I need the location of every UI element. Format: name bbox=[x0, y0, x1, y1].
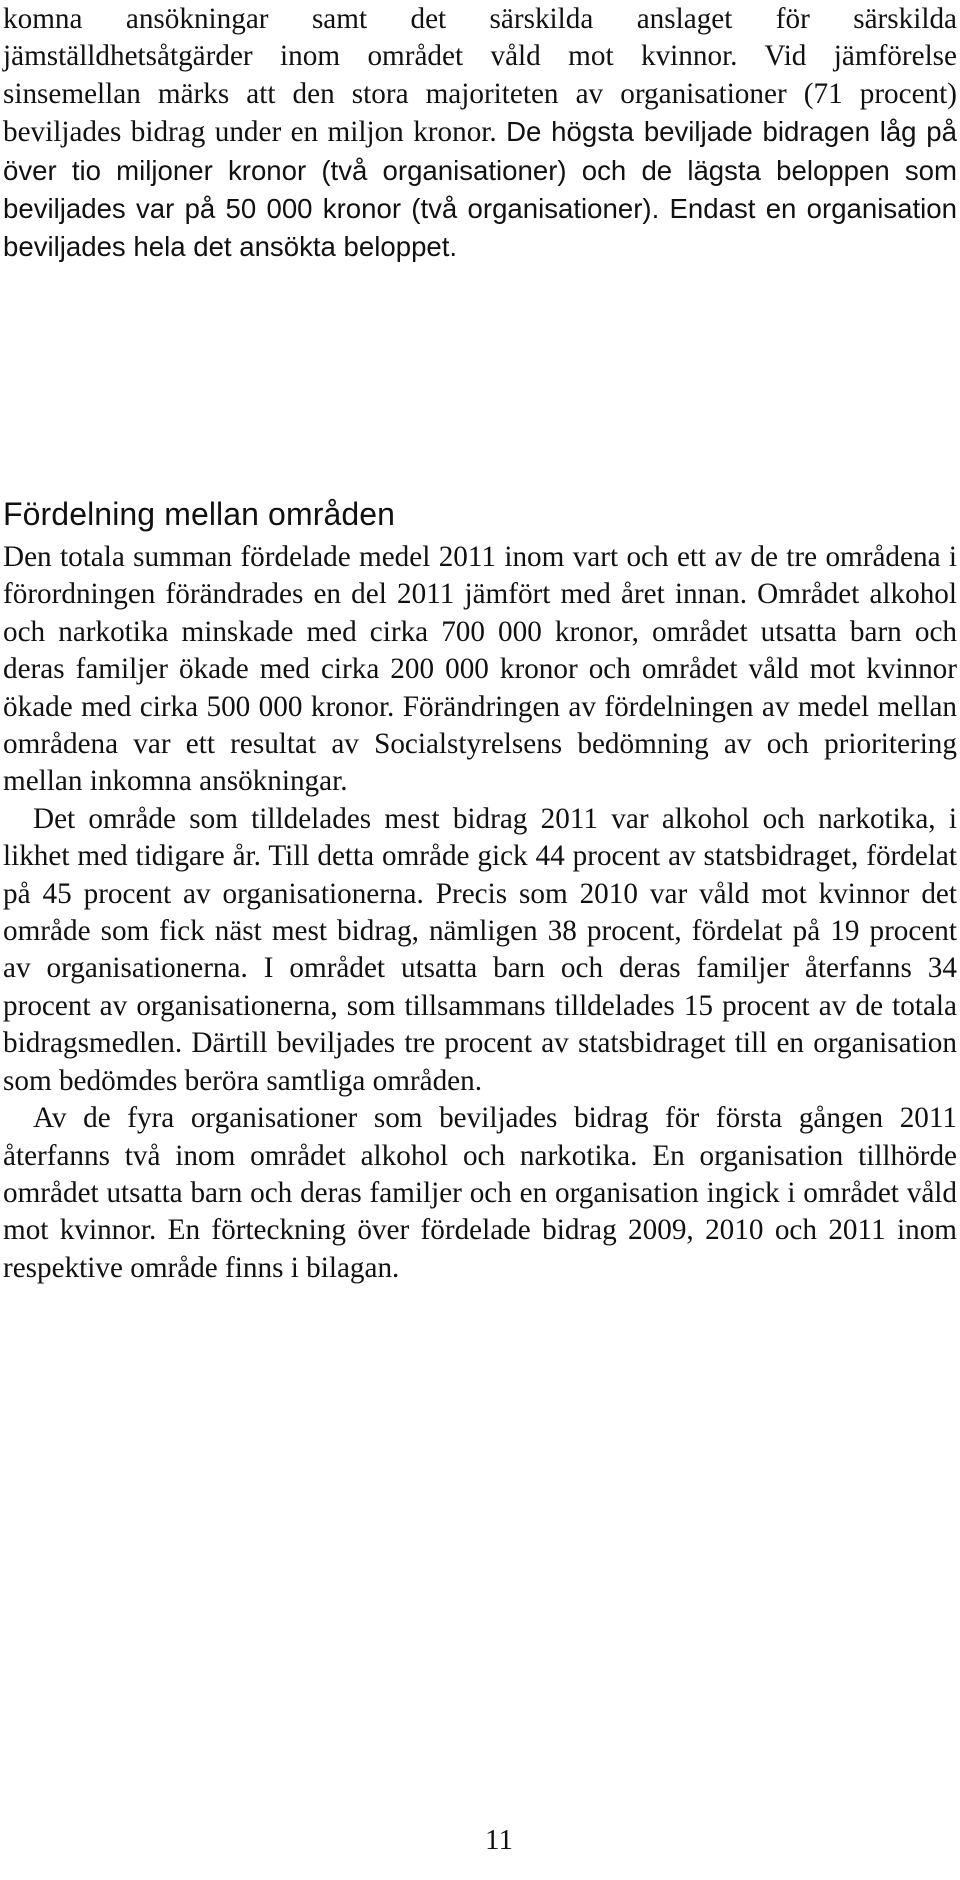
section-paragraph-2: Det område som tilldelades mest bidrag 2011 var alkohol och narkotika, i likhet med tidigare år. Till detta område gick 44 procent av statsbidraget, fördelat på 45 procent av organisationerna. Precis som 2010 var våld mot kvinnor det område som fick näst mest bidrag, nämligen 38 procent, fördelat på 19 procent av organisationerna. I området utsatta barn och deras familjer återfanns 34 procent av organisationerna, som tillsammans tilldelades 15 procent av de totala bidragsmedlen. Därtill beviljades tre procent av statsbidraget till en organisation som bedömdes beröra samtliga områden. bbox=[3, 802, 957, 1097]
intro-paragraph bbox=[3, 1, 957, 267]
intro-text bbox=[3, 1, 957, 267]
section-body bbox=[3, 539, 957, 1287]
section-paragraph-1: Den totala summan fördelade medel 2011 inom vart och ett av de tre områdena i förordningen förändrades en del 2011 jämfört med året innan. Området alkohol och narkotika minskade med cirka 700 000 kronor, området utsatta barn och deras familjer ökade med cirka 200 000 kronor och området våld mot kvinnor ökade med cirka 500 000 kronor. Förändringen av fördelningen av medel mellan områdena var ett resultat av Socialstyrelsens bedömning av och prioritering mellan inkomna ansökningar. bbox=[3, 541, 957, 798]
intro-serif-lead: komna ansökningar samt det särskilda anslaget för särskilda jämställdhetsåtgärder inom området våld mot kvinnor. Vid jämförelse sinsemellan märks att den stora majoriteten av organisationer (71 procent) beviljades bidrag under en miljon kronor. bbox=[3, 3, 957, 149]
section-paragraph-3: Av de fyra organisationer som beviljades bidrag för första gången 2011 återfanns två inom området alkohol och narkotika. En organisation tillhörde området utsatta barn och deras familjer och en organisation ingick i området våld mot kvinnor. En förteckning över fördelade bidrag 2009, 2010 och 2011 inom respektive område finns i bilagan. bbox=[3, 1102, 957, 1284]
page-number: 11 bbox=[485, 1824, 513, 1856]
section-heading: Fördelning mellan områden bbox=[3, 496, 396, 532]
intro-sans-tail: De högsta beviljade bidragen låg på över tio miljoner kronor (två organisationer) och de lägsta beloppen som beviljades var på 50 000 kronor (två organisationer). Endast en organisation beviljades hela det ansökta beloppet. bbox=[3, 116, 958, 263]
